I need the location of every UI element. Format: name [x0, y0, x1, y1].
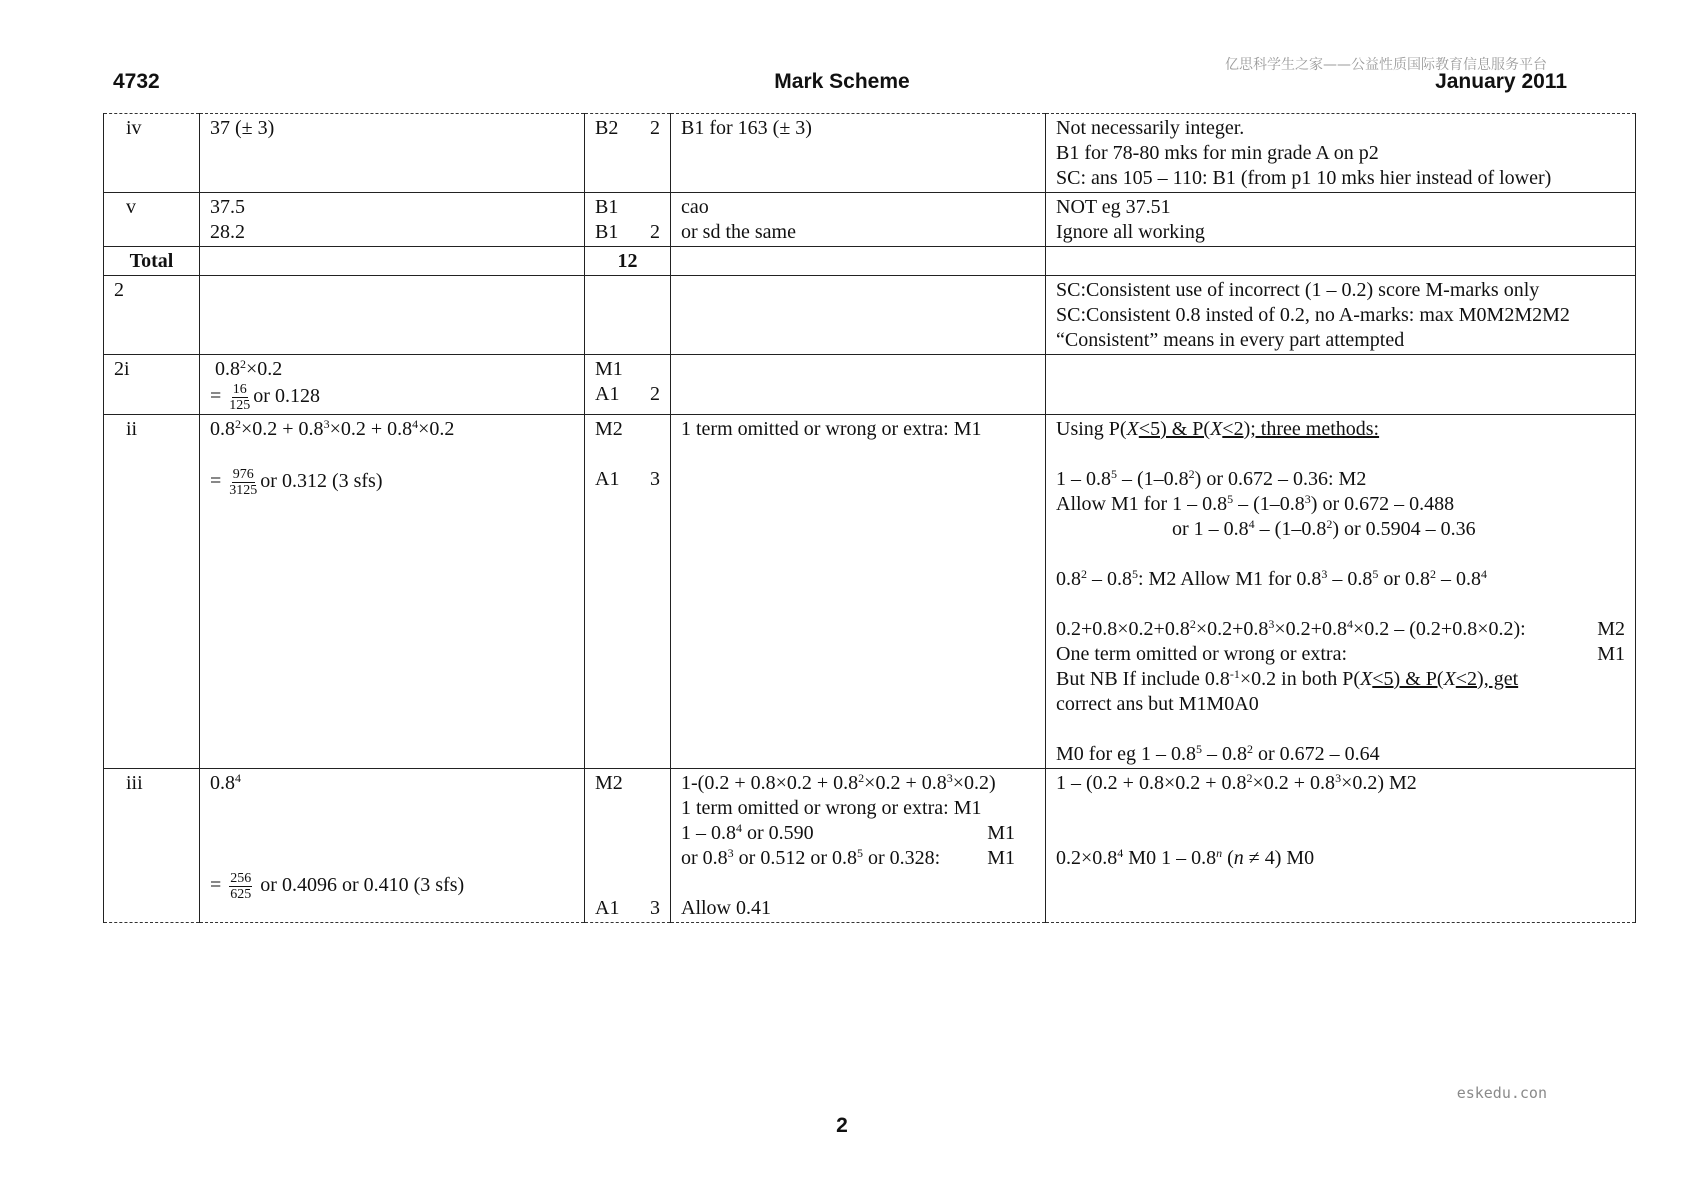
note-line: Allow M1 for $1 - 0.8^5 - (1-0.8^3)$ or 0.672 – 0.488 [1056, 492, 1455, 515]
answer-cell [200, 193, 585, 247]
question-label: ii [104, 415, 200, 769]
empty-cell [200, 276, 585, 355]
exam-date: January 2011 [1435, 70, 1567, 93]
note-line: Ignore all working [1056, 221, 1205, 243]
note-line: SC:Consistent 0.8 insted of 0.2, no A-marks: max M0M2M2M2 [1056, 304, 1570, 326]
mark-total: 2 [650, 383, 660, 405]
note-line: SC: ans 105 – 110: B1 (from p1 10 mks hier instead of lower) [1056, 167, 1552, 189]
equals-sign: = [210, 385, 222, 408]
fraction-denominator: 625 [230, 887, 252, 902]
question-label: 2i [104, 355, 200, 415]
note-line: correct ans but M1M0A0 [1056, 693, 1259, 715]
guidance-cell [671, 415, 1046, 769]
empty-cell [671, 247, 1046, 276]
guidance-line: $1-(0.2 + 0.8\times 0.2 + 0.8^2\times 0.2 + 0.8^3\times 0.2)$ [681, 771, 996, 794]
note-line: “Consistent” means in every part attempted [1056, 329, 1405, 351]
answer-term: ×0.2 [246, 358, 283, 380]
answer-cell [200, 769, 585, 923]
marks-cell [585, 415, 671, 769]
mark-total: 2 [650, 221, 660, 243]
guidance-line: $1 - 0.8^4$ or 0.590 M1 [681, 821, 1015, 844]
watermark-text: 亿思科学生之家——公益性质国际教育信息服务平台 [1225, 57, 1547, 73]
guidance-line: 1 term omitted or wrong or extra: M1 [681, 797, 982, 819]
empty-cell [585, 276, 671, 355]
fraction [229, 382, 250, 413]
fraction [229, 871, 252, 902]
mark-total: 3 [650, 468, 660, 490]
answer-cell [200, 415, 585, 769]
page-number: 2 [836, 1114, 848, 1137]
answer-cell: 37 (± 3) [200, 114, 585, 193]
answer-line: 37.5 [210, 196, 245, 218]
marks-cell [585, 355, 671, 415]
fraction-denominator: 125 [229, 398, 251, 413]
question-label: iv [104, 114, 200, 193]
note-line: SC:Consistent use of incorrect (1 – 0.2) score M-marks only [1056, 279, 1540, 301]
question-label: 2 [104, 276, 200, 355]
guidance-cell [671, 769, 1046, 923]
question-label: iii [104, 769, 200, 923]
mark: A1 [595, 468, 620, 490]
guidance-line: or sd the same [681, 221, 796, 243]
marks-cell [585, 769, 671, 923]
marks-cell [585, 193, 671, 247]
empty-cell [671, 276, 1046, 355]
note-line: $1 - 0.8^5 - (1-0.8^2)$ or 0.672 – 0.36: M2 [1056, 467, 1367, 490]
note-line: or $1 - 0.8^4 - (1-0.8^2)$ or 0.5904 – 0.36 [1172, 517, 1476, 540]
total-label: Total [104, 247, 200, 276]
mark: B2 [595, 117, 619, 139]
question-label: v [104, 193, 200, 247]
notes-cell [1046, 114, 1636, 193]
note-mark: M2 [1597, 618, 1625, 640]
guidance-line: or $0.8^3$ or 0.512 or $0.8^5$ or 0.328: M1 [681, 846, 1015, 869]
equals-sign: = [210, 874, 222, 897]
fraction-numerator: 16 [232, 382, 247, 397]
fraction-denominator: 3125 [229, 483, 258, 498]
table-row [104, 193, 1636, 247]
note-line: $0.8^2 - 0.8^5$: M2 Allow M1 for $0.8^3 - 0.8^5$ or $0.8^2 - 0.8^4$ [1056, 567, 1488, 590]
answer-expression: $0.8^4$ [210, 771, 241, 794]
answer-term: 0.8 [215, 358, 240, 380]
note-line: Not necessarily integer. [1056, 117, 1245, 139]
empty-cell [1046, 355, 1636, 415]
notes-cell [1046, 193, 1636, 247]
mark: M1 [595, 358, 623, 380]
total-row [104, 247, 1636, 276]
note-line: $0.2\times 0.8^4$ M0 1 – 0.8$^n$ (n ≠ 4) M0 [1056, 846, 1315, 869]
decimal-answer: or 0.4096 or 0.410 (3 sfs) [260, 874, 465, 897]
answer-cell: $0.8^2\times 0.2$ = $\frac{16}{125}$ or 0.128 [200, 355, 585, 415]
notes-cell [1046, 769, 1636, 923]
mark: B1 [595, 221, 619, 243]
guidance-mark: M1 [987, 822, 1015, 844]
empty-cell [200, 247, 585, 276]
guidance-cell [671, 193, 1046, 247]
note-line: M0 for eg $1 - 0.8^5 - 0.8^2$ or 0.672 – 0.64 [1056, 742, 1380, 765]
notes-cell [1046, 415, 1636, 769]
guidance-line: Allow 0.41 [681, 897, 771, 919]
mark: M2 [595, 772, 623, 794]
answer-expression: $0.8^2\times 0.2 + 0.8^3\times 0.2 + 0.8^4\times 0.2$ [210, 417, 455, 440]
guidance-line: cao [681, 196, 709, 218]
table-row [104, 276, 1636, 355]
table-row [104, 114, 1636, 193]
note-line: NOT eg 37.51 [1056, 196, 1171, 218]
total-value: 12 [585, 247, 671, 276]
mark-scheme-table [103, 113, 1636, 923]
mark: B1 [595, 196, 619, 218]
fraction-numerator: 976 [232, 467, 254, 482]
note-line: $1 - (0.2 + 0.8\times 0.2 + 0.8^2\times 0.2 + 0.8^3\times 0.2)$ M2 [1056, 771, 1417, 794]
note-line: B1 for 78-80 mks for min grade A on p2 [1056, 142, 1379, 164]
paper-code: 4732 [113, 70, 160, 93]
guidance-cell: B1 for 163 (± 3) [671, 114, 1046, 193]
mark: M2 [595, 418, 623, 440]
note-line: Using P(X<5) & P(X<2); three methods: [1056, 418, 1380, 440]
note-line: But NB If include $0.8^{-1}\times 0.2$ in both P(X<5) & P(X<2), get [1056, 667, 1519, 690]
marks-cell [585, 114, 671, 193]
table-row [104, 355, 1636, 415]
mark: A1 [595, 383, 620, 405]
empty-cell [1046, 247, 1636, 276]
guidance-line: 1 term omitted or wrong or extra: M1 [681, 418, 982, 440]
guidance-mark: M1 [987, 847, 1015, 869]
site-watermark: eskedu.con [1456, 1084, 1547, 1102]
mark-total: 2 [650, 117, 660, 139]
table-row [104, 769, 1636, 923]
note-mark: M1 [1597, 643, 1625, 665]
note-line: $0.2+0.8\times 0.2+0.8^2\times 0.2+0.8^3\times 0.2+0.8^4\times 0.2 - (0.2+0.8\times 0.2)$: M2 [1056, 617, 1625, 640]
answer-line: 28.2 [210, 221, 245, 243]
table-row [104, 415, 1636, 769]
fraction [229, 467, 257, 498]
notes-cell [1046, 276, 1636, 355]
mark: A1 [595, 897, 620, 919]
fraction-numerator: 256 [230, 871, 252, 886]
decimal-answer: or 0.128 [253, 385, 320, 408]
note-line: One term omitted or wrong or extra: M1 [1056, 643, 1625, 665]
decimal-answer: or 0.312 (3 sfs) [260, 470, 383, 493]
empty-cell [671, 355, 1046, 415]
page-title: Mark Scheme [774, 70, 910, 93]
equals-sign: = [210, 470, 222, 493]
mark-total: 3 [650, 897, 660, 919]
